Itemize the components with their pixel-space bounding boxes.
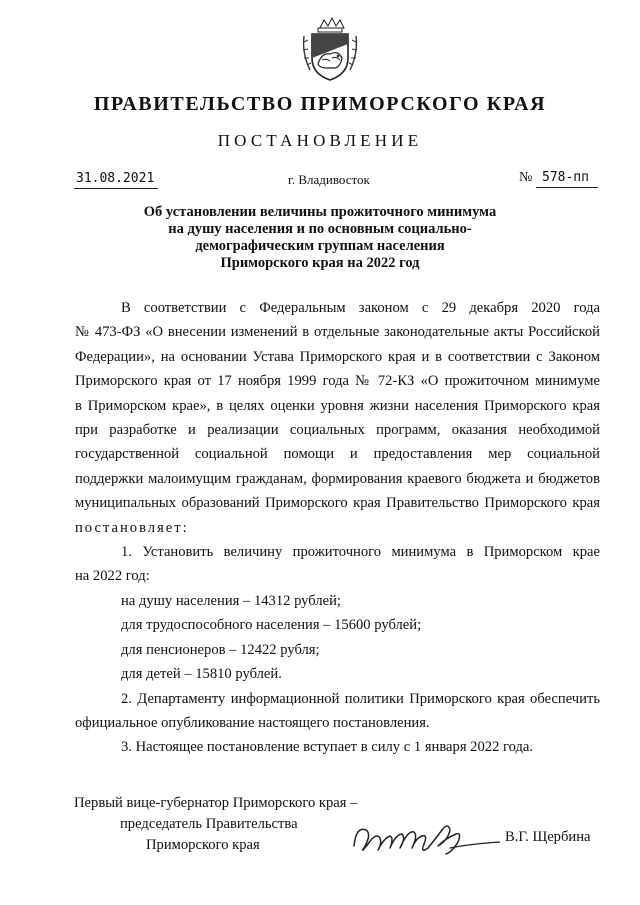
document-date: 31.08.2021: [76, 171, 155, 186]
number-underline: [536, 187, 598, 188]
coat-of-arms-emblem: [298, 14, 362, 84]
signatory-position: [74, 793, 357, 856]
item1-line: на 2022 год:: [75, 568, 150, 585]
date-underline: [74, 188, 158, 189]
position-line: Приморского края: [146, 837, 260, 853]
subject-line: на душу населения и по основным социально-: [168, 221, 472, 237]
preamble-line: поддержки малоимущим гражданам, формирования краевого бюджета и бюджетов: [75, 470, 600, 487]
item2-line: 2. Департаменту информационной политики Приморского края обеспечить: [121, 690, 600, 707]
position-line: Первый вице-губернатор Приморского края –: [74, 795, 358, 811]
subsistence-value-item: для трудоспособного населения – 15600 рублей;: [121, 617, 422, 634]
subject-line: Приморского края на 2022 год: [220, 255, 420, 271]
item1-line: 1. Установить величину прожиточного минимума в Приморском крае: [121, 544, 600, 561]
resolves-word: постановляет:: [75, 519, 189, 536]
preamble-line: муниципальных образований Приморского края Правительство Приморского края: [75, 495, 600, 512]
preamble-line: в Приморском крае», в целях оценки уровня жизни населения Приморского края: [75, 397, 600, 414]
handwritten-signature: [350, 808, 500, 868]
position-line: председатель Правительства: [120, 816, 298, 832]
document-body: [75, 296, 600, 760]
preamble-line: при разработке и реализации социальных программ, оказания необходимой: [75, 422, 600, 439]
subsistence-value-item: для детей – 15810 рублей.: [121, 666, 282, 683]
document-number: 578-пп: [542, 170, 589, 185]
item3-line: 3. Настоящее постановление вступает в силу с 1 января 2022 года.: [121, 739, 534, 756]
government-title: ПРАВИТЕЛЬСТВО ПРИМОРСКОГО КРАЯ: [93, 93, 547, 115]
number-sign: №: [519, 170, 533, 185]
subsistence-value-item: для пенсионеров – 12422 рубля;: [121, 641, 320, 658]
preamble-line: Приморского края от 17 ноября 1999 года № 72-КЗ «О прожиточном минимуме: [75, 373, 600, 390]
document-subject: [120, 204, 520, 272]
signatory-name: В.Г. Щербина: [505, 829, 591, 845]
subject-line: демографическим группам населения: [195, 238, 445, 254]
preamble-line: государственной социальной помощи и предоставления мер социальной: [75, 446, 600, 463]
preamble-line: В соответствии с Федеральным законом с 29 декабря 2020 года: [121, 300, 600, 316]
preamble-line: № 473-ФЗ «О внесении изменений в отдельные законодательные акты Российской: [75, 324, 600, 341]
document-city: г. Владивосток: [288, 172, 370, 187]
subject-line: Об установлении величины прожиточного минимума: [143, 204, 497, 220]
subsistence-value-item: на душу населения – 14312 рублей;: [121, 592, 341, 609]
preamble-line: Федерации», на основании Устава Приморского края и в соответствии с Законом: [75, 348, 600, 365]
item2-line: официальное опубликование настоящего постановления.: [75, 714, 430, 731]
document-type: ПОСТАНОВЛЕНИЕ: [217, 131, 423, 150]
